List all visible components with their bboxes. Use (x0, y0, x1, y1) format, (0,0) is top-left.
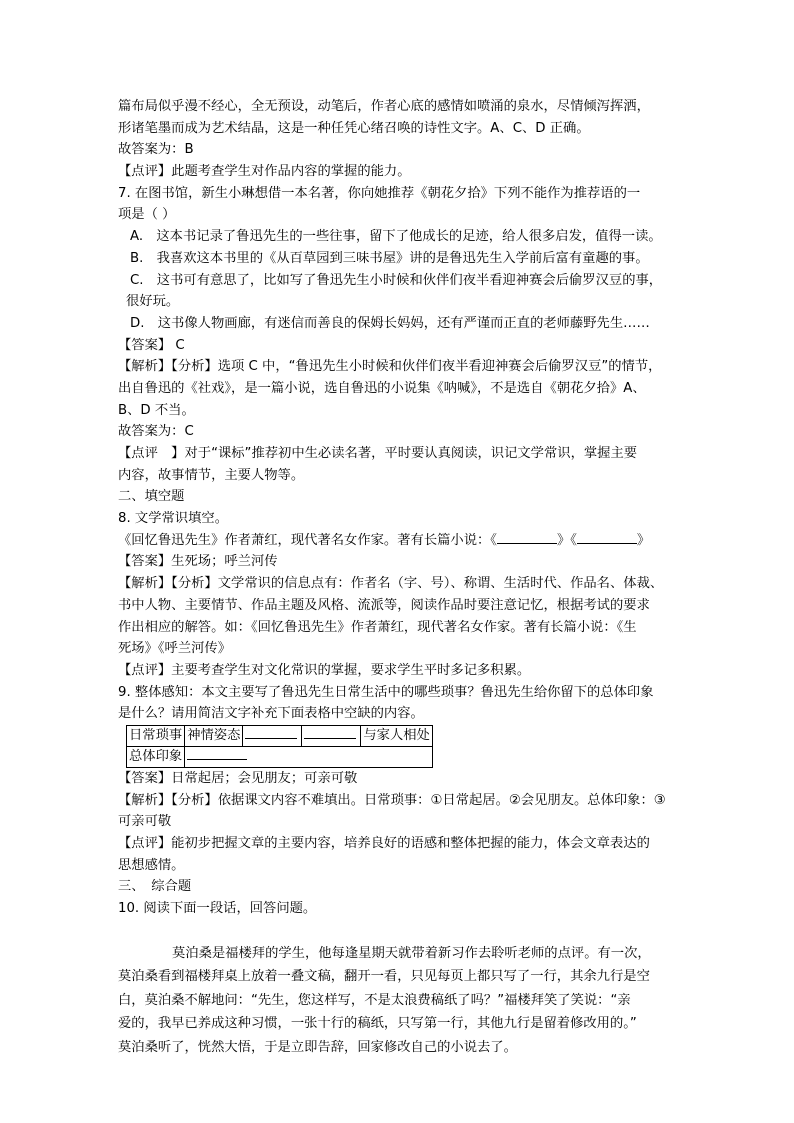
text-line: 作出相应的解答。如：《回忆鲁迅先生》作者萧红，现代著名女作家。著有长篇小说：《生 (118, 619, 637, 635)
table-cell (243, 725, 302, 746)
blank (577, 543, 637, 544)
blank (304, 738, 356, 739)
option-d: D. 这书像人物画廊，有迷信而善良的保姆长妈妈，还有严谨而正直的老师藤野先生…… (130, 315, 650, 331)
analysis-8: 【解析】【分析】文学常识的信息点有：作者名（字、号）、称谓、生活时代、作品名、体裁、 (118, 576, 664, 592)
text-line: 故答案为：B (118, 142, 194, 158)
answer-9: 【答案】日常起居；会见朋友；可亲可敬 (118, 770, 358, 786)
passage-line: 爱的，我早已养成这种习惯，一张十行的稿纸，只写第一行，其他九行是留着修改用的。” (118, 1016, 637, 1032)
passage-line: 莫泊桑听了，恍然大悟，于是立即告辞，回家修改自己的小说去了。 (118, 1039, 517, 1055)
comment-line: 【点评】能初步把握文章的主要内容，培养良好的语感和整体把握的能力，体会文章表达的 (118, 836, 650, 851)
blank (497, 543, 557, 544)
passage-line: 莫泊桑看到福楼拜桌上放着一叠文稿，翻开一看，只见每页上都只写了一行，其余九行是空 (118, 969, 650, 985)
question-9: 9. 整体感知：本文主要写了鲁迅先生日常生活中的哪些琐事？鲁迅先生给你留下的总体印象 (118, 684, 654, 700)
table-cell: 神情姿态 (185, 725, 243, 746)
analysis-7: 【解析】【分析】选项 C 中，“鲁迅先生小时候和伙伴们夜半看迎神赛会后偷罗汉豆”的情节， (118, 359, 662, 375)
table-cell (302, 725, 361, 746)
spacer (118, 920, 678, 942)
reading-passage (118, 942, 678, 1060)
text-line: 篇布局似乎漫不经心，全无预设，动笔后，作者心底的感情如喷涌的泉水，尽情倾泻挥洒， (118, 99, 650, 114)
option-b: B. 我喜欢这本书里的《从百草园到三味书屋》讲的是鲁迅先生入学前后富有童趣的事。 (130, 250, 649, 266)
option-c-cont: 很好玩。 (126, 294, 180, 310)
analysis-9: 【解析】【分析】依据课文内容不难填出。日常琐事：①日常起居。②会见朋友。总体印象：③ (118, 792, 666, 808)
section-heading-fill-blank: 二、填空题 (118, 489, 185, 505)
text-line: 内容，故事情节，主要人物等。 (118, 467, 305, 483)
section-heading-comprehensive: 三、 综合题 (118, 879, 192, 895)
comment-line: 【点评 】对于“课标”推荐初中生必读名著，平时要认真阅读，识记文学常识，掌握主要 (118, 446, 638, 461)
question-8: 8. 文学常识填空。 (118, 511, 228, 527)
question-9-cont: 是什么？请用简洁文字补充下面表格中空缺的内容。 (118, 706, 424, 722)
answer-table (126, 725, 433, 768)
table-cell: 日常琐事 (127, 725, 185, 746)
table-cell (185, 746, 433, 767)
answer-8: 【答案】生死场；呼兰河传 (118, 554, 278, 570)
text-line: B、D 不当。 (118, 402, 195, 418)
text-line: 出自鲁迅的《社戏》，是一篇小说，选自鲁迅的小说集《呐喊》，不是选自《朝花夕拾》A、 (118, 380, 646, 396)
document-page (118, 96, 678, 1059)
question-10: 10. 阅读下面一段话，回答问题。 (118, 901, 317, 917)
table-cell: 总体印象 (127, 746, 185, 767)
passage-line: 莫泊桑是福楼拜的学生，他每逢星期天就带着新习作去聆听老师的点评。有一次， (172, 945, 651, 961)
option-c: C. 这书可有意思了，比如写了鲁迅先生小时候和伙伴们夜半看迎神赛会后偷罗汉豆的事， (130, 272, 663, 288)
question-7-cont: 项是（ ） (118, 207, 176, 223)
blank (187, 759, 247, 760)
option-a: A. 这本书记录了鲁迅先生的一些往事，留下了他成长的足迹，给人很多启发，值得一读。 (130, 229, 662, 245)
answer-7: 【答案】 C (118, 337, 185, 353)
table-cell: 与家人相处 (361, 725, 432, 746)
text-line: 故答案为：C (118, 424, 194, 440)
text-line: 形诸笔墨而成为艺术结晶，这是一种任凭心绪召唤的诗性文字。A、C、D 正确。 (118, 120, 590, 136)
question-7: 7. 在图书馆，新生小琳想借一本名著，你向她推荐《朝花夕拾》下列不能作为推荐语的一 (118, 185, 641, 201)
blank (245, 738, 297, 739)
comment-line: 【点评】主要考查学生对文化常识的掌握，要求学生平时多记多积累。 (118, 662, 531, 678)
question-8-blanks: 《回忆鲁迅先生》作者萧红，现代著名女作家。著有长篇小说：《 》《 》 (118, 532, 651, 548)
text-line: 可亲可敬 (118, 814, 172, 830)
text-line: 书中人物、主要情节、作品主题及风格、流派等，阅读作品时要注意记忆，根据考试的要求 (118, 597, 650, 613)
text-line: 思想感情。 (118, 857, 185, 873)
passage-line: 白，莫泊桑不解地问：“先生，您这样写，不是太浪费稿纸了吗？”福楼拜笑了笑说：“亲 (118, 992, 631, 1008)
table-row (127, 725, 433, 746)
table-row (127, 746, 433, 767)
comment-line: 【点评】此题考查学生对作品内容的掌握的能力。 (118, 164, 411, 180)
text-line: 死场》《呼兰河传》 (118, 641, 232, 657)
